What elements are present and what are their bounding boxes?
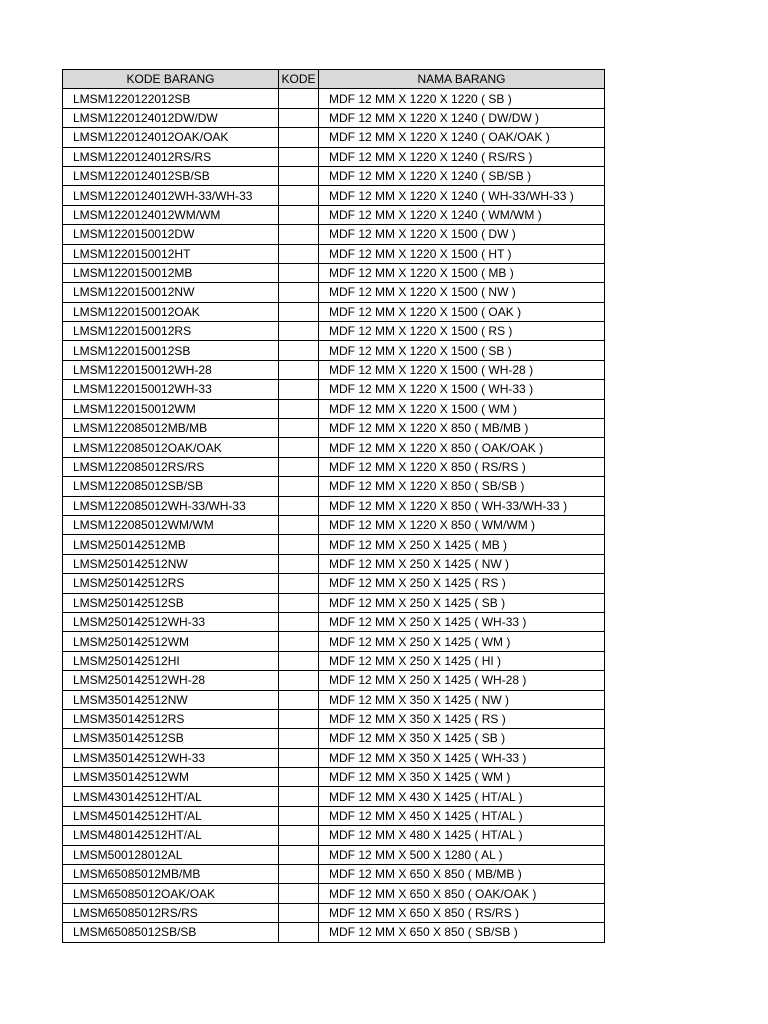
- cell-nama-barang: MDF 12 MM X 1220 X 1220 ( SB ): [319, 89, 605, 108]
- cell-kode-barang: LMSM350142512SB: [63, 729, 279, 748]
- cell-kode-barang: LMSM122085012MB/MB: [63, 419, 279, 438]
- cell-kode-barang: LMSM250142512WH-33: [63, 612, 279, 631]
- cell-kode: [279, 283, 319, 302]
- cell-kode-barang: LMSM1220150012MB: [63, 263, 279, 282]
- table-row: [63, 263, 605, 282]
- cell-kode: [279, 89, 319, 108]
- cell-kode-barang: LMSM1220150012RS: [63, 322, 279, 341]
- cell-kode: [279, 768, 319, 787]
- cell-nama-barang: MDF 12 MM X 250 X 1425 ( MB ): [319, 535, 605, 554]
- table-row: [63, 884, 605, 903]
- cell-kode-barang: LMSM350142512NW: [63, 690, 279, 709]
- cell-nama-barang: MDF 12 MM X 650 X 850 ( MB/MB ): [319, 865, 605, 884]
- table-body: [63, 89, 605, 942]
- table-row: [63, 554, 605, 573]
- table-row: [63, 690, 605, 709]
- table-row: [63, 166, 605, 185]
- cell-kode: [279, 360, 319, 379]
- cell-kode: [279, 748, 319, 767]
- cell-kode-barang: LMSM250142512WM: [63, 632, 279, 651]
- cell-kode: [279, 457, 319, 476]
- cell-nama-barang: MDF 12 MM X 250 X 1425 ( WM ): [319, 632, 605, 651]
- cell-nama-barang: MDF 12 MM X 250 X 1425 ( HI ): [319, 651, 605, 670]
- cell-kode: [279, 128, 319, 147]
- header-nama-barang: NAMA BARANG: [319, 70, 605, 89]
- cell-kode-barang: LMSM1220124012WM/WM: [63, 205, 279, 224]
- cell-nama-barang: MDF 12 MM X 1220 X 1240 ( WM/WM ): [319, 205, 605, 224]
- table-row: [63, 457, 605, 476]
- cell-nama-barang: MDF 12 MM X 350 X 1425 ( WH-33 ): [319, 748, 605, 767]
- cell-nama-barang: MDF 12 MM X 480 X 1425 ( HT/AL ): [319, 826, 605, 845]
- cell-kode: [279, 923, 319, 942]
- table-row: [63, 244, 605, 263]
- cell-kode: [279, 535, 319, 554]
- table-row: [63, 865, 605, 884]
- cell-kode: [279, 671, 319, 690]
- cell-nama-barang: MDF 12 MM X 1220 X 1240 ( OAK/OAK ): [319, 128, 605, 147]
- cell-kode-barang: LMSM122085012RS/RS: [63, 457, 279, 476]
- cell-kode-barang: LMSM250142512SB: [63, 593, 279, 612]
- cell-nama-barang: MDF 12 MM X 1220 X 1500 ( OAK ): [319, 302, 605, 321]
- table-row: [63, 360, 605, 379]
- cell-nama-barang: MDF 12 MM X 650 X 850 ( SB/SB ): [319, 923, 605, 942]
- table-row: [63, 438, 605, 457]
- cell-kode-barang: LMSM250142512WH-28: [63, 671, 279, 690]
- cell-kode: [279, 302, 319, 321]
- cell-nama-barang: MDF 12 MM X 1220 X 1240 ( SB/SB ): [319, 166, 605, 185]
- cell-nama-barang: MDF 12 MM X 250 X 1425 ( WH-33 ): [319, 612, 605, 631]
- cell-nama-barang: MDF 12 MM X 1220 X 1500 ( RS ): [319, 322, 605, 341]
- cell-kode: [279, 632, 319, 651]
- cell-kode-barang: LMSM122085012OAK/OAK: [63, 438, 279, 457]
- table-row: [63, 535, 605, 554]
- cell-kode-barang: LMSM1220150012OAK: [63, 302, 279, 321]
- cell-kode: [279, 263, 319, 282]
- table-row: [63, 322, 605, 341]
- cell-kode: [279, 147, 319, 166]
- cell-kode: [279, 593, 319, 612]
- cell-kode-barang: LMSM65085012RS/RS: [63, 903, 279, 922]
- table-row: [63, 399, 605, 418]
- cell-kode-barang: LMSM1220150012WH-33: [63, 380, 279, 399]
- table-row: [63, 768, 605, 787]
- table-row: [63, 419, 605, 438]
- table-row: [63, 302, 605, 321]
- cell-kode: [279, 477, 319, 496]
- cell-kode: [279, 225, 319, 244]
- table-row: [63, 923, 605, 942]
- cell-nama-barang: MDF 12 MM X 1220 X 1500 ( NW ): [319, 283, 605, 302]
- table-row: [63, 612, 605, 631]
- cell-kode: [279, 729, 319, 748]
- cell-kode: [279, 496, 319, 515]
- cell-nama-barang: MDF 12 MM X 350 X 1425 ( WM ): [319, 768, 605, 787]
- cell-kode-barang: LMSM1220150012SB: [63, 341, 279, 360]
- cell-kode-barang: LMSM350142512RS: [63, 709, 279, 728]
- table-row: [63, 380, 605, 399]
- cell-nama-barang: MDF 12 MM X 1220 X 850 ( OAK/OAK ): [319, 438, 605, 457]
- cell-kode: [279, 865, 319, 884]
- cell-nama-barang: MDF 12 MM X 1220 X 1500 ( SB ): [319, 341, 605, 360]
- cell-nama-barang: MDF 12 MM X 1220 X 1500 ( WH-33 ): [319, 380, 605, 399]
- cell-kode: [279, 574, 319, 593]
- table-row: [63, 845, 605, 864]
- table-row: [63, 496, 605, 515]
- header-row: [63, 70, 605, 89]
- cell-kode-barang: LMSM1220124012RS/RS: [63, 147, 279, 166]
- cell-kode: [279, 845, 319, 864]
- cell-kode: [279, 884, 319, 903]
- cell-nama-barang: MDF 12 MM X 1220 X 1500 ( HT ): [319, 244, 605, 263]
- table-row: [63, 787, 605, 806]
- cell-nama-barang: MDF 12 MM X 250 X 1425 ( NW ): [319, 554, 605, 573]
- table-row: [63, 748, 605, 767]
- cell-kode: [279, 399, 319, 418]
- cell-kode-barang: LMSM1220150012DW: [63, 225, 279, 244]
- cell-nama-barang: MDF 12 MM X 250 X 1425 ( SB ): [319, 593, 605, 612]
- cell-kode-barang: LMSM480142512HT/AL: [63, 826, 279, 845]
- cell-kode-barang: LMSM350142512WM: [63, 768, 279, 787]
- cell-kode: [279, 709, 319, 728]
- product-table: [62, 69, 605, 943]
- cell-kode: [279, 419, 319, 438]
- table-row: [63, 671, 605, 690]
- cell-nama-barang: MDF 12 MM X 1220 X 850 ( SB/SB ): [319, 477, 605, 496]
- cell-kode: [279, 612, 319, 631]
- cell-kode-barang: LMSM430142512HT/AL: [63, 787, 279, 806]
- cell-kode-barang: LMSM450142512HT/AL: [63, 806, 279, 825]
- cell-nama-barang: MDF 12 MM X 1220 X 850 ( RS/RS ): [319, 457, 605, 476]
- cell-nama-barang: MDF 12 MM X 1220 X 1500 ( WM ): [319, 399, 605, 418]
- cell-kode: [279, 166, 319, 185]
- cell-kode-barang: LMSM122085012WM/WM: [63, 515, 279, 534]
- table-row: [63, 651, 605, 670]
- cell-kode: [279, 806, 319, 825]
- table-row: [63, 225, 605, 244]
- cell-kode-barang: LMSM1220124012OAK/OAK: [63, 128, 279, 147]
- cell-kode: [279, 108, 319, 127]
- table-row: [63, 205, 605, 224]
- cell-kode: [279, 380, 319, 399]
- cell-kode-barang: LMSM1220124012DW/DW: [63, 108, 279, 127]
- table-row: [63, 729, 605, 748]
- cell-nama-barang: MDF 12 MM X 350 X 1425 ( RS ): [319, 709, 605, 728]
- cell-nama-barang: MDF 12 MM X 250 X 1425 ( WH-28 ): [319, 671, 605, 690]
- cell-nama-barang: MDF 12 MM X 350 X 1425 ( NW ): [319, 690, 605, 709]
- cell-kode-barang: LMSM65085012MB/MB: [63, 865, 279, 884]
- cell-kode-barang: LMSM1220150012WM: [63, 399, 279, 418]
- table-row: [63, 283, 605, 302]
- table-row: [63, 128, 605, 147]
- cell-nama-barang: MDF 12 MM X 1220 X 1240 ( RS/RS ): [319, 147, 605, 166]
- cell-nama-barang: MDF 12 MM X 1220 X 850 ( MB/MB ): [319, 419, 605, 438]
- cell-kode: [279, 341, 319, 360]
- cell-nama-barang: MDF 12 MM X 650 X 850 ( OAK/OAK ): [319, 884, 605, 903]
- cell-kode-barang: LMSM1220124012WH-33/WH-33: [63, 186, 279, 205]
- table-row: [63, 89, 605, 108]
- cell-kode: [279, 244, 319, 263]
- cell-kode-barang: LMSM250142512NW: [63, 554, 279, 573]
- cell-kode-barang: LMSM1220150012HT: [63, 244, 279, 263]
- table-row: [63, 632, 605, 651]
- cell-nama-barang: MDF 12 MM X 250 X 1425 ( RS ): [319, 574, 605, 593]
- cell-kode: [279, 438, 319, 457]
- cell-kode: [279, 515, 319, 534]
- cell-nama-barang: MDF 12 MM X 1220 X 1240 ( WH-33/WH-33 ): [319, 186, 605, 205]
- cell-kode-barang: LMSM65085012SB/SB: [63, 923, 279, 942]
- table-row: [63, 477, 605, 496]
- table-row: [63, 574, 605, 593]
- cell-kode-barang: LMSM122085012WH-33/WH-33: [63, 496, 279, 515]
- table-row: [63, 709, 605, 728]
- cell-kode: [279, 186, 319, 205]
- cell-kode-barang: LMSM350142512WH-33: [63, 748, 279, 767]
- table-row: [63, 341, 605, 360]
- cell-kode: [279, 205, 319, 224]
- table-row: [63, 147, 605, 166]
- table-row: [63, 186, 605, 205]
- cell-kode: [279, 903, 319, 922]
- cell-nama-barang: MDF 12 MM X 430 X 1425 ( HT/AL ): [319, 787, 605, 806]
- table-header: [63, 70, 605, 89]
- cell-kode: [279, 787, 319, 806]
- cell-kode-barang: LMSM250142512MB: [63, 535, 279, 554]
- cell-kode-barang: LMSM1220124012SB/SB: [63, 166, 279, 185]
- cell-nama-barang: MDF 12 MM X 1220 X 1240 ( DW/DW ): [319, 108, 605, 127]
- cell-nama-barang: MDF 12 MM X 1220 X 850 ( WM/WM ): [319, 515, 605, 534]
- cell-kode: [279, 554, 319, 573]
- cell-nama-barang: MDF 12 MM X 1220 X 1500 ( DW ): [319, 225, 605, 244]
- table-row: [63, 826, 605, 845]
- cell-kode-barang: LMSM500128012AL: [63, 845, 279, 864]
- cell-kode: [279, 651, 319, 670]
- cell-nama-barang: MDF 12 MM X 1220 X 1500 ( MB ): [319, 263, 605, 282]
- cell-kode: [279, 322, 319, 341]
- cell-kode-barang: LMSM1220122012SB: [63, 89, 279, 108]
- cell-nama-barang: MDF 12 MM X 1220 X 1500 ( WH-28 ): [319, 360, 605, 379]
- cell-kode: [279, 826, 319, 845]
- cell-kode-barang: LMSM65085012OAK/OAK: [63, 884, 279, 903]
- cell-nama-barang: MDF 12 MM X 650 X 850 ( RS/RS ): [319, 903, 605, 922]
- cell-kode-barang: LMSM1220150012NW: [63, 283, 279, 302]
- cell-kode-barang: LMSM250142512HI: [63, 651, 279, 670]
- cell-nama-barang: MDF 12 MM X 350 X 1425 ( SB ): [319, 729, 605, 748]
- cell-kode-barang: LMSM122085012SB/SB: [63, 477, 279, 496]
- header-kode-barang: KODE BARANG: [63, 70, 279, 89]
- table-row: [63, 593, 605, 612]
- header-kode: KODE: [279, 70, 319, 89]
- cell-nama-barang: MDF 12 MM X 1220 X 850 ( WH-33/WH-33 ): [319, 496, 605, 515]
- cell-kode: [279, 690, 319, 709]
- table-row: [63, 903, 605, 922]
- cell-kode-barang: LMSM1220150012WH-28: [63, 360, 279, 379]
- cell-nama-barang: MDF 12 MM X 450 X 1425 ( HT/AL ): [319, 806, 605, 825]
- cell-kode-barang: LMSM250142512RS: [63, 574, 279, 593]
- cell-nama-barang: MDF 12 MM X 500 X 1280 ( AL ): [319, 845, 605, 864]
- table-row: [63, 515, 605, 534]
- table-row: [63, 108, 605, 127]
- table-row: [63, 806, 605, 825]
